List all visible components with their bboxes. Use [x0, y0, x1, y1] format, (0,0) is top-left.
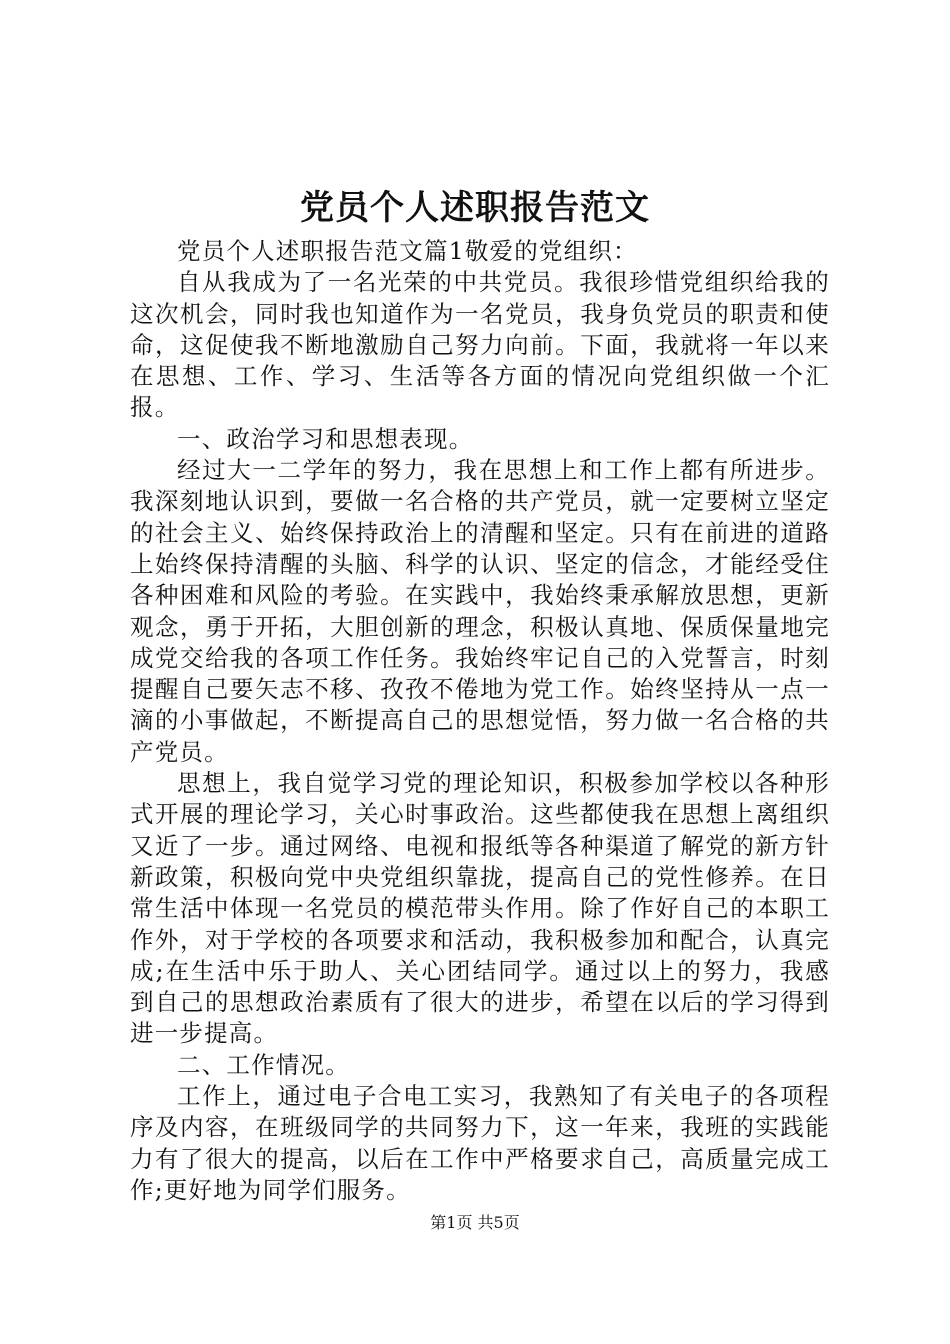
document-title: 党员个人述职报告范文 [300, 188, 650, 228]
section-heading-work: 二、工作情况。 [177, 1050, 350, 1079]
paragraph-progress: 经过大一二学年的努力，我在思想上和工作上都有所进步。我深刻地认识到，要做一名合格的共产党员，就一定要树立坚定的社会主义、始终保持政治上的清醒和坚定。只有在前进的道路上始终保持清醒的头脑、科学的认识、坚定的信念，才能经受住各种困难和风险的考验。在实践中，我始终秉承解放思想，更新观念，勇于开拓，大胆创新的理念，积极认真地、保质保量地完成党交给我的各项工作任务。我始终牢记自己的入党誓言，时刻提醒自己要矢志不移、孜孜不倦地为党工作。始终坚持从一点一滴的小事做起，不断提高自己的思想觉悟，努力做一名合格的共产党员。 [130, 456, 830, 766]
section-heading-political-study: 一、政治学习和思想表现。 [177, 424, 474, 453]
document-body [130, 236, 830, 1206]
paragraph-work: 工作上，通过电子合电工实习，我熟知了有关电子的各项程序及内容，在班级同学的共同努力下，这一年来，我班的实践能力有了很大的提高，以后在工作中严格要求自己，高质量完成工作;更好地为同学们服务。 [130, 1082, 830, 1204]
page-footer: 第1页 共5页 [430, 1213, 520, 1232]
paragraph-thinking: 思想上，我自觉学习党的理论知识，积极参加学校以各种形式开展的理论学习，关心时事政治。这些都使我在思想上离组织又近了一步。通过网络、电视和报纸等各种渠道了解党的新方针新政策，积极向党中央党组织靠拢，提高自己的党性修养。在日常生活中体现一名党员的模范带头作用。除了作好自己的本职工作外，对于学校的各项要求和活动，我积极参加和配合，认真完成;在生活中乐于助人、关心团结同学。通过以上的努力，我感到自己的思想政治素质有了很大的进步，希望在以后的学习得到进一步提高。 [130, 769, 830, 1048]
paragraph-salutation: 党员个人述职报告范文篇1敬爱的党组织： [177, 237, 638, 265]
paragraph-intro: 自从我成为了一名光荣的中共党员。我很珍惜党组织给我的这次机会，同时我也知道作为一名党员，我身负党员的职责和使命，这促使我不断地激励自己努力向前。下面，我就将一年以来在思想、工作、学习、生活等各方面的情况向党组织做一个汇报。 [130, 268, 830, 422]
